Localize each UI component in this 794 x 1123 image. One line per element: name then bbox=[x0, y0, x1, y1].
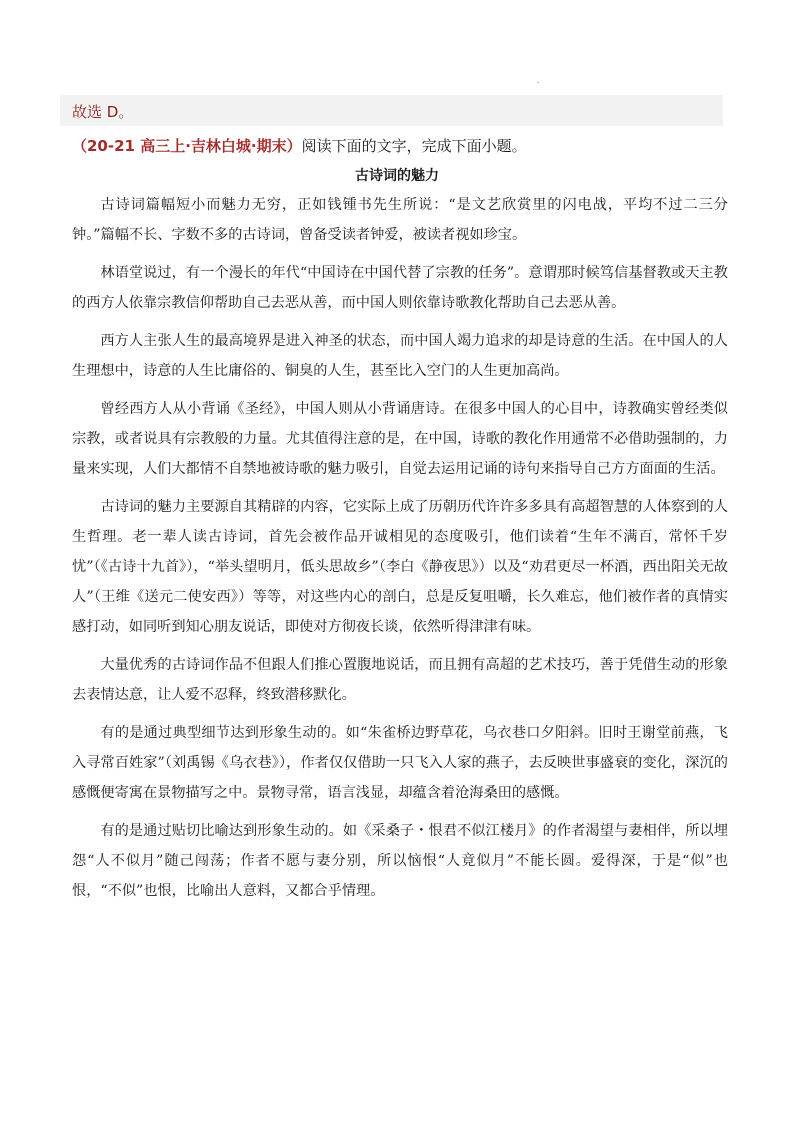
paragraph: 古诗词的魅力主要源自其精辟的内容，它实际上成了历朝历代许许多多具有高超智慧的人体察到的人生哲理。老一辈人读古诗词，首先会被作品开诚相见的态度吸引，他们读着“生年不满百，常怀千岁忧”（《古诗十九首》），“举头望明月，低头思故乡”（李白《静夜思》）以及“劝君更尽一杯酒，西出阳关无故人”（王维《送元二使安西》）等等，对这些内心的剖白，总是反复咀嚼，长久难忘，他们被作者的真情实感打动，如同听到知心朋友说话，即使对方彻夜长谈，依然听得津津有味。 bbox=[72, 499, 728, 635]
question-source-line bbox=[72, 135, 527, 156]
answer-text: 故选 D。 bbox=[72, 103, 134, 121]
article-title: 古诗词的魅力 bbox=[355, 168, 439, 184]
paragraph: 有的是通过贴切比喻达到形象生动的。如《采桑子・恨君不似江楼月》的作者渴望与妻相伴，所以埋怨“人不似月”随己闯荡；作者不愿与妻分别，所以恼恨“人竟似月”不能长圆。爱得深，于是“似”也恨，“不似”也恨，比喻出人意料，又都合乎情理。 bbox=[72, 823, 728, 899]
paragraph: 古诗词篇幅短小而魅力无穷，正如钱锺书先生所说：“是文艺欣赏里的闪电战，平均不过二三分钟。”篇幅不长、字数不多的古诗词，曾备受读者钟爱，被读者视如珍宝。 bbox=[72, 197, 728, 243]
article-body bbox=[72, 190, 728, 914]
answer-bar bbox=[60, 95, 723, 126]
paragraph: 西方人主张人生的最高境界是进入神圣的状态，而中国人竭力追求的却是诗意的生活。在中国人的人生理想中，诗意的人生比庸俗的、铜臭的人生，甚至比入空门的人生更加高尚。 bbox=[72, 333, 728, 379]
paragraph: 有的是通过典型细节达到形象生动的。如“朱雀桥边野草花，乌衣巷口夕阳斜。旧时王谢堂前燕，飞入寻常百姓家”（刘禹锡《乌衣巷》），作者仅仅借助一只飞入人家的燕子，去反映世事盛衰的变化，深沉的感慨便寄寓在景物描写之中。景物寻常，语言浅显，却蕴含着沧海桑田的感慨。 bbox=[72, 725, 728, 801]
paragraph: 曾经西方人从小背诵《圣经》，中国人则从小背诵唐诗。在很多中国人的心目中，诗教确实曾经类似宗教，或者说具有宗教般的力量。尤其值得注意的是，在中国，诗歌的教化作用通常不必借助强制的，力量来实现，人们大都情不自禁地被诗歌的魅力吸引，自觉去运用记诵的诗句来指导自己方方面面的生活。 bbox=[72, 401, 728, 477]
instruction-text: 阅读下面的文字，完成下面小题。 bbox=[301, 137, 527, 155]
scan-speck bbox=[537, 82, 539, 83]
paragraph: 大量优秀的古诗词作品不但跟人们推心置腹地说话，而且拥有高超的艺术技巧，善于凭借生动的形象去表情达意，让人爱不忍释，终致潜移默化。 bbox=[72, 657, 728, 703]
source-tag: （20-21 高三上·吉林白城·期末） bbox=[72, 137, 302, 155]
paragraph: 林语堂说过，有一个漫长的年代“中国诗在中国代替了宗教的任务”。意谓那时候笃信基督教或天主教的西方人依靠宗教信仰帮助自己去恶从善，而中国人则依靠诗歌教化帮助自己去恶从善。 bbox=[72, 265, 728, 311]
